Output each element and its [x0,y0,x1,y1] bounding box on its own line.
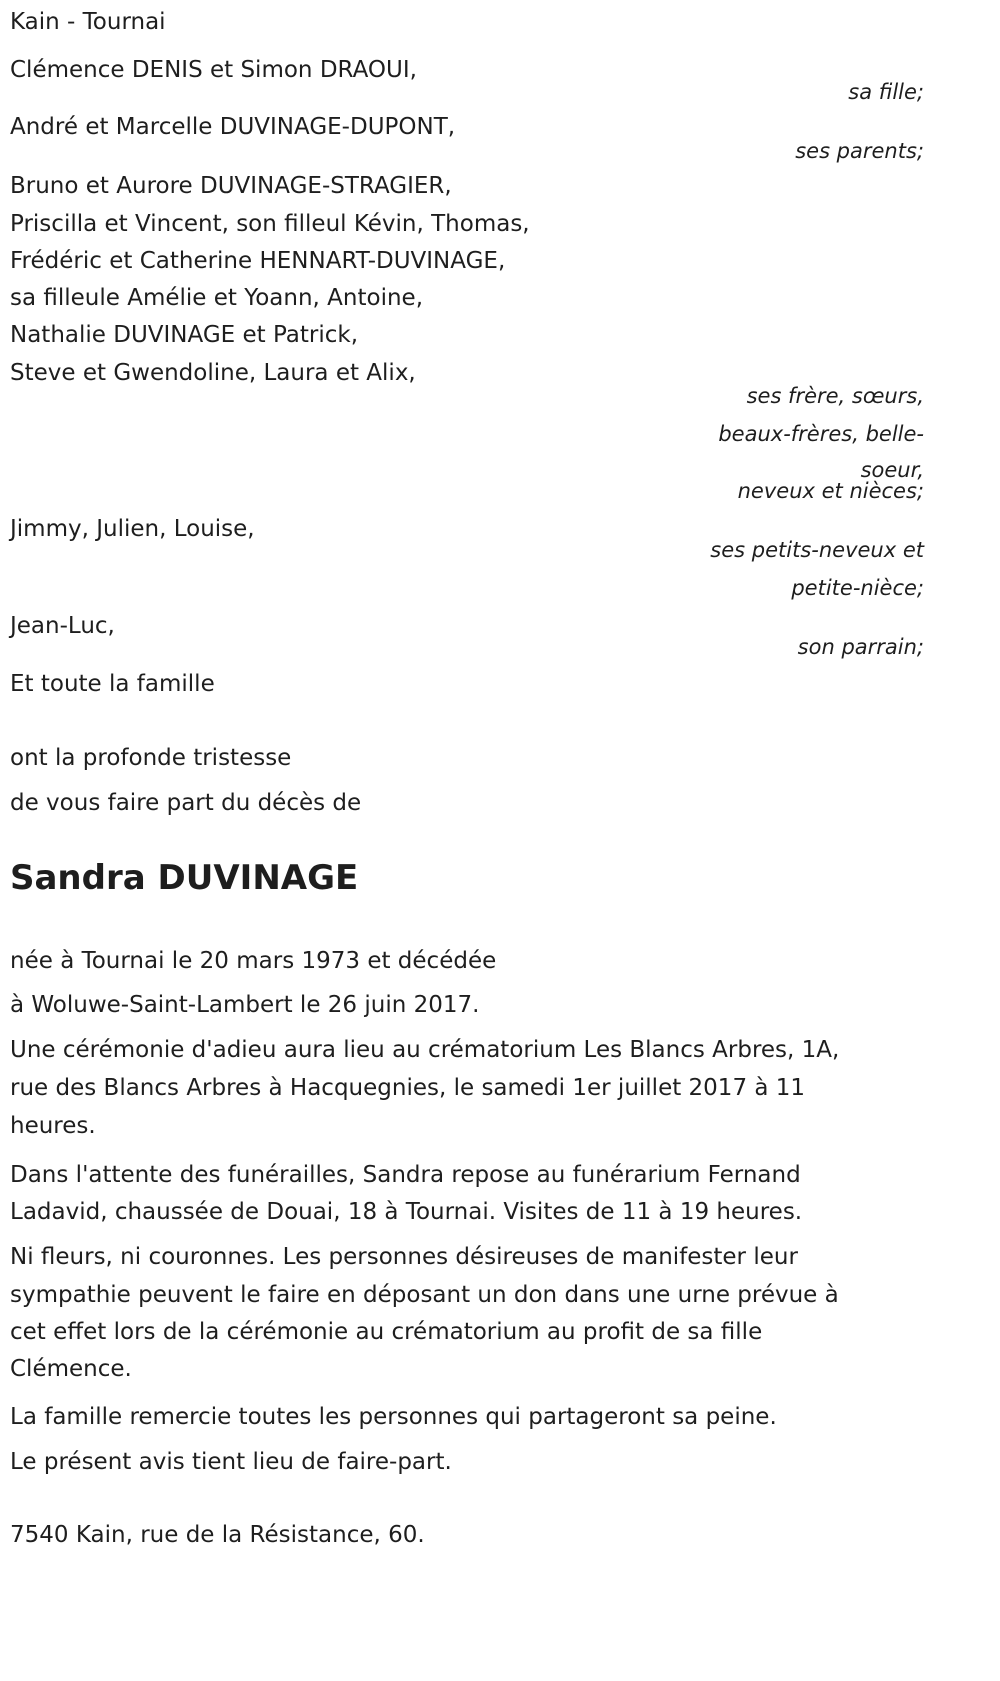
family-line: sa filleule Amélie et Yoann, Antoine, [10,285,424,311]
body-line: née à Tournai le 20 mars 1973 et décédée [10,948,497,974]
body-line: à Woluwe-Saint-Lambert le 26 juin 2017. [10,992,480,1018]
body-line: heures. [10,1113,96,1139]
family-line: Bruno et Aurore DUVINAGE-STRAGIER, [10,173,452,199]
body-line: sympathie peuvent le faire en déposant un don dans une urne prévue à [10,1282,839,1308]
body-line: Ni fleurs, ni couronnes. Les personnes désireuses de manifester leur [10,1244,798,1270]
family-line: Et toute la famille [10,671,215,697]
body-line: Ladavid, chaussée de Douai, 18 à Tournai. Visites de 11 à 19 heures. [10,1199,803,1225]
family-relation: ses petits-neveux et [710,538,924,562]
body-line: Dans l'attente des funérailles, Sandra repose au funérarium Fernand [10,1162,801,1188]
family-relation: ses frère, sœurs, [746,384,924,408]
body-line: La famille remercie toutes les personnes qui partageront sa peine. [10,1404,777,1430]
body-line: rue des Blancs Arbres à Hacquegnies, le samedi 1er juillet 2017 à 11 [10,1075,806,1101]
family-relation: beaux-frères, belle- [718,422,924,446]
family-relation: soeur, [860,458,924,482]
location: Kain - Tournai [10,9,166,35]
deceased-name: Sandra DUVINAGE [10,858,359,898]
body-line: cet effet lors de la cérémonie au crématorium au profit de sa fille [10,1319,763,1345]
family-line: Jimmy, Julien, Louise, [10,516,255,542]
family-line: Steve et Gwendoline, Laura et Alix, [10,360,416,386]
family-relation: petite-nièce; [791,576,924,600]
family-line: Clémence DENIS et Simon DRAOUI, [10,57,417,83]
family-line: Nathalie DUVINAGE et Patrick, [10,322,359,348]
family-relation: neveux et nièces; [737,479,924,503]
body-line: Le présent avis tient lieu de faire-part. [10,1449,452,1475]
family-line: Priscilla et Vincent, son filleul Kévin, Thomas, [10,211,530,237]
family-relation: ses parents; [795,139,924,163]
announcement-line: ont la profonde tristesse [10,745,292,771]
announcement-line: de vous faire part du décès de [10,790,362,816]
body-line: Clémence. [10,1356,132,1382]
family-relation: son parrain; [797,635,924,659]
family-line: André et Marcelle DUVINAGE-DUPONT, [10,114,456,140]
family-line: Jean-Luc, [10,613,115,639]
body-line: Une cérémonie d'adieu aura lieu au crématorium Les Blancs Arbres, 1A, [10,1037,840,1063]
family-relation: sa fille; [848,80,924,104]
family-line: Frédéric et Catherine HENNART-DUVINAGE, [10,248,506,274]
address: 7540 Kain, rue de la Résistance, 60. [10,1522,425,1548]
